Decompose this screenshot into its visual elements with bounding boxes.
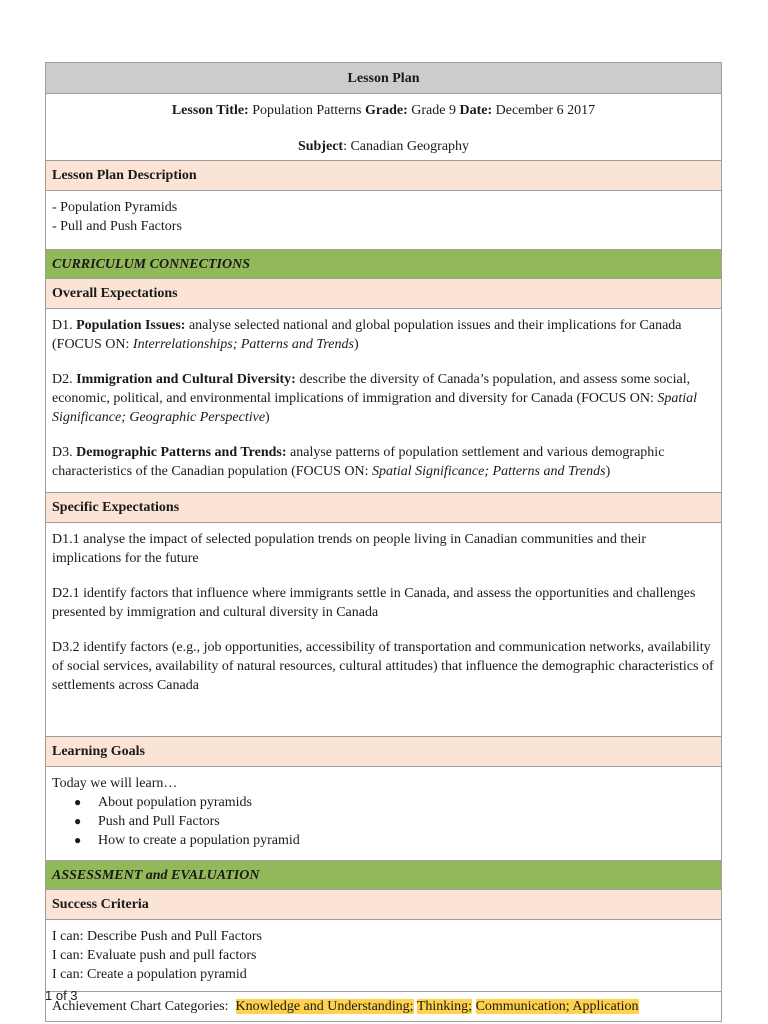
goal-text: About population pyramids: [98, 795, 252, 810]
bullet-icon: ●: [74, 795, 82, 809]
list-item: [52, 793, 715, 812]
goals-list: [52, 793, 715, 850]
goals-heading: Learning Goals: [46, 737, 722, 767]
achievement-label: Achievement Chart Categories:: [52, 999, 236, 1014]
expectation-code: D3.: [52, 445, 77, 460]
lesson-title-value: Population Patterns: [248, 103, 365, 118]
expectation-text: describe the diversity of Canada’s population, and assess some social, economic, political, and environmental implications of immigration and diversity for Canada (FOCUS ON:: [52, 372, 691, 406]
expectation-focus: Spatial Significance; Geographic Perspective: [52, 391, 698, 425]
expectation-focus: Interrelationships; Patterns and Trends: [132, 337, 354, 352]
overall-heading: Overall Expectations: [46, 279, 722, 309]
overall-d3: [52, 443, 715, 481]
specific-body: [46, 523, 722, 737]
subject-line: [52, 137, 715, 156]
expectation-end: ): [353, 337, 359, 352]
bullet-icon: ●: [74, 833, 82, 847]
grade-value: Grade 9: [407, 103, 460, 118]
success-item: I can: Describe Push and Pull Factors: [52, 929, 262, 944]
lesson-plan-table: [45, 62, 722, 1022]
achievement-category-knowledge: Knowledge and Understanding;: [235, 999, 414, 1014]
description-item: - Population Pyramids: [52, 200, 178, 215]
overall-d2: [52, 370, 715, 427]
achievement-row: [46, 992, 722, 1022]
date-value: December 6 2017: [492, 103, 596, 118]
lesson-info-cell: [46, 94, 722, 161]
description-heading: Lesson Plan Description: [46, 161, 722, 191]
expectation-title: Demographic Patterns and Trends:: [76, 445, 287, 460]
bullet-icon: ●: [74, 814, 82, 828]
expectation-code: D1.: [52, 318, 77, 333]
list-item: [52, 812, 715, 831]
subject-label: Subject: [297, 139, 344, 154]
expectation-focus: Spatial Significance; Patterns and Trends: [371, 464, 606, 479]
success-heading: Success Criteria: [46, 890, 722, 920]
goal-text: How to create a population pyramid: [98, 833, 300, 848]
expectation-text: analyse selected national and global population issues and their implications for Canada (FOCUS ON:: [52, 318, 682, 352]
specific-item: D2.1 identify factors that influence where immigrants settle in Canada, and assess the opportunities and challenges presented by immigration and cultural diversity in Canada: [52, 586, 696, 620]
list-item: [52, 831, 715, 850]
specific-item: D3.2 identify factors (e.g., job opportunities, accessibility of transportation and communication networks, availability of social services, availability of natural resources, cultural attitudes) that influence the demographic characteristics of settlements across Canada: [52, 640, 714, 693]
overall-d1: [52, 316, 715, 354]
expectation-title: Immigration and Cultural Diversity:: [76, 372, 296, 387]
curriculum-heading: CURRICULUM CONNECTIONS: [46, 250, 722, 279]
achievement-category-thinking: Thinking;: [416, 999, 473, 1014]
page-number: 1 of 3: [45, 988, 78, 1003]
achievement-category-communication: Communication; Application: [475, 999, 639, 1014]
subject-value: : Canadian Geography: [343, 139, 470, 154]
expectation-text: analyse patterns of population settlement and various demographic characteristics of the Canadian population (FOCUS ON:: [52, 445, 665, 479]
success-item: I can: Create a population pyramid: [52, 967, 247, 982]
lesson-info-line: [52, 101, 715, 120]
expectation-end: ): [605, 464, 611, 479]
specific-item: D1.1 analyse the impact of selected population trends on people living in Canadian communities and their implications for the future: [52, 532, 647, 566]
expectation-code: D2.: [52, 372, 77, 387]
grade-label: Grade:: [365, 103, 408, 118]
goals-intro: Today we will learn…: [52, 776, 178, 791]
date-label: Date:: [459, 103, 493, 118]
lesson-title-label: Lesson Title:: [171, 103, 249, 118]
success-body: [46, 920, 722, 992]
goal-text: Push and Pull Factors: [98, 814, 220, 829]
success-item: I can: Evaluate push and pull factors: [52, 948, 257, 963]
description-body: [46, 191, 722, 250]
goals-body: [46, 767, 722, 861]
overall-body: [46, 309, 722, 493]
assessment-heading: ASSESSMENT and EVALUATION: [46, 861, 722, 890]
specific-heading: Specific Expectations: [46, 493, 722, 523]
table-title: Lesson Plan: [46, 63, 722, 94]
description-item: - Pull and Push Factors: [52, 219, 182, 234]
expectation-end: ): [265, 410, 270, 425]
expectation-title: Population Issues:: [76, 318, 186, 333]
